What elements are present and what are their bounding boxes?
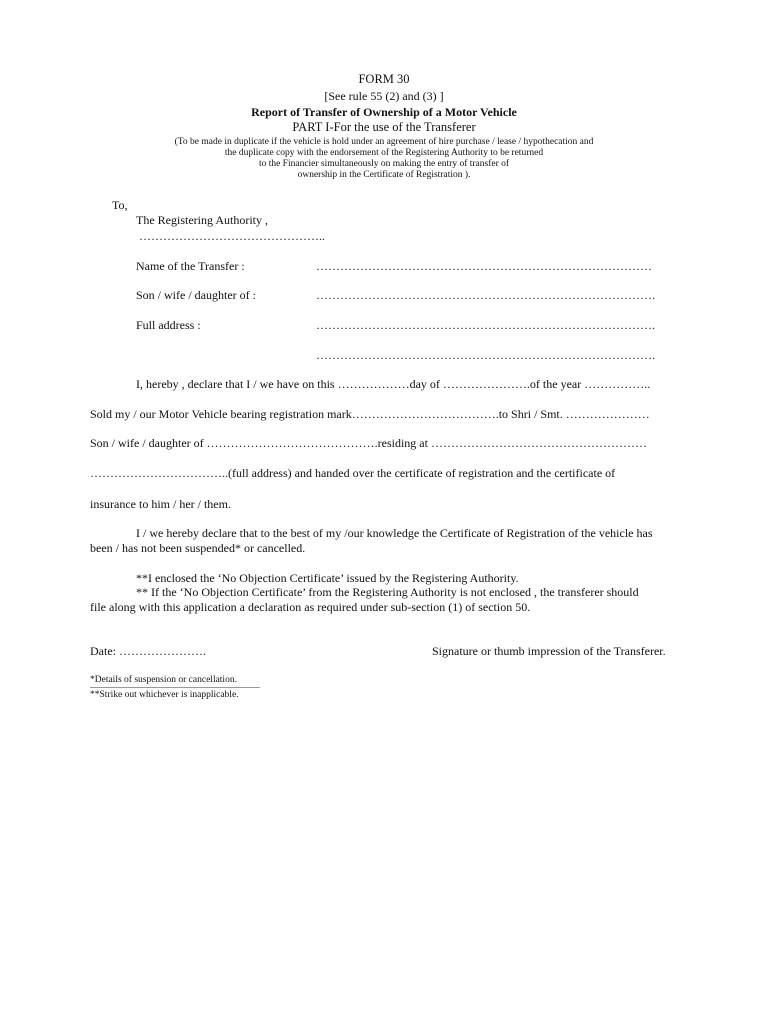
relation-blank[interactable]: ………………………………………………………………………….	[316, 288, 655, 302]
date-field[interactable]: Date: ………………….	[90, 644, 206, 658]
authority-blank[interactable]: ………………………………………..	[139, 229, 325, 243]
relation-label: Son / wife / daughter of :	[136, 288, 256, 302]
full-address-label: Full address :	[136, 318, 201, 332]
note-line-3: to the Financier simultaneously on making the entry of transfer of	[258, 159, 510, 169]
to-label: To,	[112, 198, 128, 212]
footnote-strike-out: **Strike out whichever is inapplicable.	[90, 690, 239, 700]
signature-label: Signature or thumb impression of the Transferer.	[432, 644, 666, 658]
declaration-line-1: I, hereby , declare that I / we have on this ………………day of ………………….of the year ……………..	[136, 377, 651, 391]
noc-statement-2-line-2: file along with this application a declaration as required under sub-section (1) of section 50.	[90, 600, 531, 614]
noc-statement-1: **I enclosed the ‘No Objection Certificate’ issued by the Registering Authority.	[136, 571, 519, 585]
form-number: FORM 30	[358, 72, 410, 86]
full-address-blank-2[interactable]: ………………………………………………………………………….	[316, 348, 655, 362]
note-line-4: ownership in the Certificate of Registration ).	[297, 170, 471, 180]
declaration-line-2: Sold my / our Motor Vehicle bearing registration mark……………………………….to Shri / Smt. …………………	[90, 407, 650, 421]
full-address-blank-1[interactable]: ………………………………………………………………………….	[316, 318, 655, 332]
transfer-name-label: Name of the Transfer :	[136, 259, 245, 273]
knowledge-declaration-line-2: been / has not been suspended* or cancelled.	[90, 541, 306, 555]
footnote-divider	[90, 687, 260, 688]
note-line-2: the duplicate copy with the endorsement of the Registering Authority to be returned	[224, 148, 544, 158]
footnote-suspension: *Details of suspension or cancellation.	[90, 675, 237, 685]
rule-reference: [See rule 55 (2) and (3) ]	[324, 89, 444, 103]
knowledge-declaration-line-1: I / we hereby declare that to the best of my /our knowledge the Certificate of Registration of the vehicle has	[136, 526, 653, 540]
part-heading: PART I-For the use of the Transferer	[292, 120, 476, 134]
declaration-line-3: Son / wife / daughter of …………………………………….residing at ………………………………………………	[90, 436, 647, 450]
authority-label: The Registering Authority ,	[136, 213, 268, 227]
note-line-1: (To be made in duplicate if the vehicle is hold under an agreement of hire purchase / lease / hypothecation and	[174, 137, 594, 147]
transfer-name-blank[interactable]: …………………………………………………………………………	[316, 259, 652, 273]
declaration-line-5: insurance to him / her / them.	[90, 497, 231, 511]
declaration-line-4: ……………………………..(full address) and handed over the certificate of registration and the certificate of	[90, 466, 616, 480]
form-title: Report of Transfer of Ownership of a Motor Vehicle	[251, 105, 517, 119]
noc-statement-2-line-1: ** If the ‘No Objection Certificate’ from the Registering Authority is not enclosed , the transferer should	[136, 585, 639, 599]
